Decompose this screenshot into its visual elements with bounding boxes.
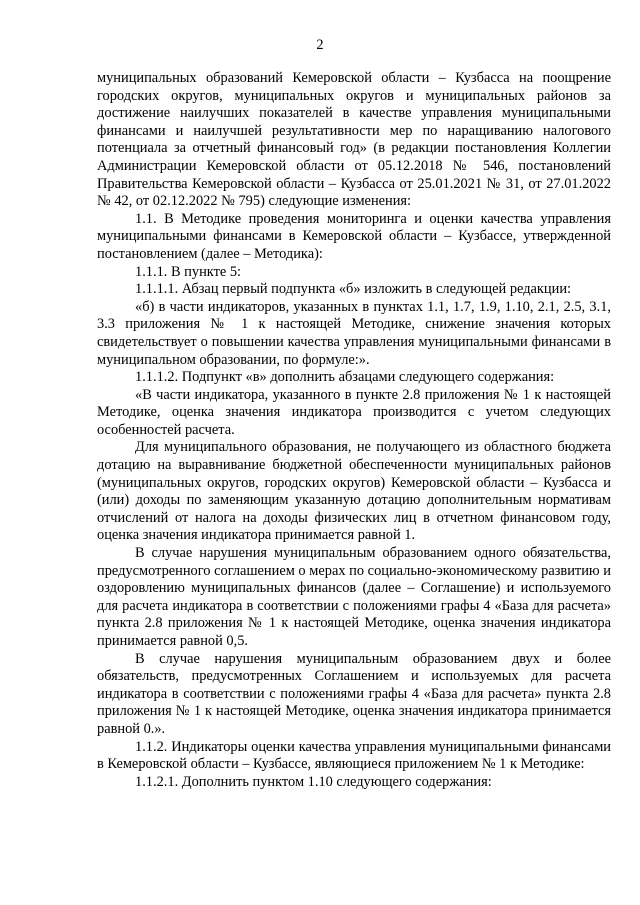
paragraph-1-1-1: 1.1.1. В пункте 5: [135, 263, 242, 280]
paragraph-1-1-1-2: 1.1.1.2. Подпункт «в» дополнить абзацами следующего содержания: [135, 369, 555, 386]
paragraph-one-violation: В случае нарушения муниципальным образованием одного обязательства, предусмотренного соглашением о мерах по социально-экономическому развитию и оздоровлению муниципальных финансов (далее – Соглашение) и используемого для расчета индикатора в соответствии с положениями графы 4 «База для расчета» пункта 2.8 приложения № 1 к настоящей Методике, оценка значения индикатора принимается равной 0,5. [97, 545, 611, 649]
paragraph-no-subsidy: Для муниципального образования, не получающего из областного бюджета дотацию на выравнивание бюджетной обеспеченности муниципальных районов (муниципальных округов, городских округов) Кемеровской области – Кузбасса и (или) доходы по заменяющим указанную дотацию дополнительным нормативам отчислений от налога на доходы физических лиц в отчетном финансовом году, оценка значения индикатора принимается равной 1. [97, 439, 611, 544]
page-number: 2 [316, 37, 324, 53]
paragraph-1-1-1-1: 1.1.1.1. Абзац первый подпункта «б» изложить в следующей редакции: [135, 281, 572, 298]
document-body [97, 70, 611, 791]
paragraph-1-1: 1.1. В Методике проведения мониторинга и оценки качества управления муниципальными финансами в Кемеровской области – Кузбассе, утвержденной постановлением (далее – Методика): [97, 210, 611, 262]
paragraph-two-violations: В случае нарушения муниципальным образованием двух и более обязательств, предусмотренных Соглашением и используемых для расчета индикатора в соответствии с положениями графы 4 «База для расчета» пункта 2.8 приложения № 1 к настоящей Методике, оценка значения индикатора принимается равной 0.». [97, 650, 611, 737]
paragraph-continuation: муниципальных образований Кемеровской области – Кузбасса на поощрение городских округов, муниципальных округов и муниципальных районов за достижение наилучших показателей в качестве управления муниципальными финансами и наилучшей результативности мер по наращиванию налогового потенциала за отчетный финансовый год» (в редакции постановления Коллегии Администрации Кемеровской области от 05.12.2018 № 546, постановлений Правительства Кемеровской области – Кузбасса от 25.01.2021 № 31, от 27.01.2022 № 42, от 02.12.2022 № 795) следующие изменения: [97, 70, 611, 210]
paragraph-1-1-2: 1.1.2. Индикаторы оценки качества управления муниципальными финансами в Кемеровской области – Кузбассе, являющиеся приложением № 1 к Методике: [97, 738, 611, 773]
paragraph-subpoint-b: «б) в части индикаторов, указанных в пунктах 1.1, 1.7, 1.9, 1.10, 2.1, 2.5, 3.1, 3.3 приложения № 1 к настоящей Методике, снижение значения которых свидетельствует о повышении качества управления муниципальными финансами в муниципальном образовании, по формуле:». [97, 298, 611, 368]
paragraph-1-1-2-1: 1.1.2.1. Дополнить пунктом 1.10 следующего содержания: [135, 773, 492, 790]
paragraph-indicator-2-8: «В части индикатора, указанного в пункте 2.8 приложения № 1 к настоящей Методике, оценка значения индикатора производится с учетом следующих особенностей расчета. [97, 386, 611, 438]
